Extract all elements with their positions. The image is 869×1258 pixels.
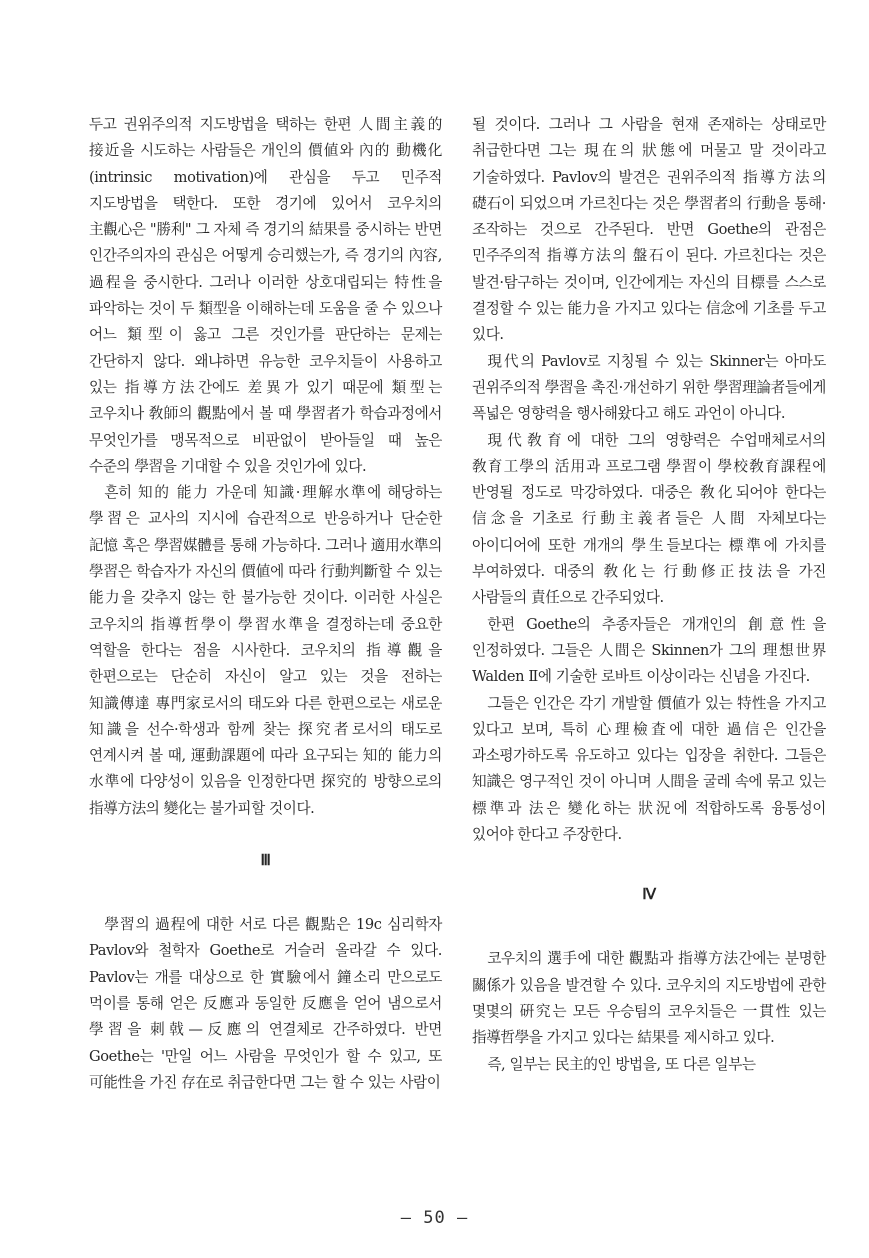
paragraph: 現代의 Pavlov로 지칭될 수 있는 Skinner는 아마도 권위주의적 學習을 촉진·개선하기 위한 學習理論者들에게 폭넓은 영향력을 행사해왔다고 해도 과언이 아니다.	[472, 352, 826, 423]
page-number: — 50 —	[400, 1208, 469, 1228]
paragraph: 現代敎育에 대한 그의 영향력은 수업매체로서의 敎育工學의 活用과 프로그램 學習이 學校敎育課程에 반영될 정도로 막강하였다. 대중은 敎化되어야 한다는 信念을 기초로 行動主義者들은 人間 자체보다는 아이디어에 또한 개개의 學生들보다는 標準에 가치를 부여하였다. 대중의 敎化는 行動修正技法을 가진 사람들의 責任으로 간주되었다.	[472, 431, 826, 607]
section-heading-3: Ⅲ	[260, 853, 271, 870]
paragraph: 그들은 인간은 각기 개발할 價値가 있는 特性을 가지고 있다고 보며, 특히 心理檢査에 대한 過信은 인간을 과소평가하도록 유도하고 있다는 입장을 취한다. 그들은 知識은 영구적인 것이 아니며 人間을 굴레 속에 묶고 있는 標準과 法은 變化하는 狀況에 적합하도록 융통성이 있어야 한다고 주장한다.	[472, 694, 826, 844]
paragraph: 두고 권위주의적 지도방법을 택하는 한편 人間主義的 接近을 시도하는 사람들은 개인의 價値와 內的 動機化(intrinsic motivation)에 관심을 두고 민주적 지도방법을 택한다. 또한 경기에 있어서 코우치의 主觀心은 "勝利" 그 자체 즉 경기의 結果를 중시하는 반면 인간주의자의 관심은 어떻게 승리했는가, 즉 경기의 內容, 過程을 중시한다. 그러나 이러한 상호대립되는 特性을 파악하는 것이 두 類型을 이해하는데 도움을 줄 수 있으나 어느 類型이 옳고 그른 것인가를 판단하는 문제는 간단하지 않다. 왜냐하면 유능한 코우치들이 사용하고 있는 指導方法간에도 差異가 있기 때문에 類型는 코우치나 敎師의 觀點에서 볼 때 學習者가 학습과정에서 무엇인가를 맹목적으로 비판없이 받아들일 때 높은 수준의 學習을 기대할 수 있을 것인가에 있다.	[89, 116, 442, 475]
paragraph: 즉, 일부는 民主的인 방법을, 또 다른 일부는	[487, 1055, 756, 1073]
paragraph: 될 것이다. 그러나 그 사람을 현재 존재하는 상태로만 취급한다면 그는 現在의 狀態에 머물고 말 것이라고 기술하였다. Pavlov의 발견은 권위주의적 指導方法의 礎石이 되었으며 가르친다는 것은 學習者의 行動을 통해·조작하는 것으로 간주된다. 반면 Goethe의 관점은 민주주의적 指導方法의 盤石이 된다. 가르친다는 것은 발견·탐구하는 것이며, 인간에게는 자신의 目標를 스스로 결정할 수 있는 能力을 가지고 있다는 信念에 기초를 두고 있다.	[472, 116, 826, 344]
paragraph: 한편 Goethe의 추종자들은 개개인의 創意性을 인정하였다. 그들은 人間은 Skinnen가 그의 理想世界 Walden Ⅱ에 기술한 로바트 이상이라는 신념을 가진다.	[472, 615, 826, 686]
paragraph: 흔히 知的 能力 가운데 知識·理解水準에 해당하는 學習은 교사의 지시에 습관적으로 반응하거나 단순한 記憶 혹은 學習媒體를 통해 가능하다. 그러나 適用水準의 學習은 학습자가 자신의 價値에 따라 行動判斷할 수 있는 能力을 갖추지 않는 한 불가능한 것이다. 이러한 사실은 코우치의 指導哲學이 學習水準을 결정하는데 중요한 역할을 한다는 점을 시사한다. 코우치의 指導觀을 한편으로는 단순히 자신이 알고 있는 것을 전하는 知識傳達 專門家로서의 태도와 다른 한편으로는 새로운 知識을 선수·학생과 함께 찾는 探究者로서의 태도로 연계시켜 볼 때, 運動課題에 따라 요구되는 知的 能力의 水準에 다양성이 있음을 인정한다면 探究的 방향으로의 指導方法의 變化는 불가피할 것이다.	[89, 484, 442, 817]
section-heading-4: Ⅳ	[642, 887, 656, 904]
right-text-column	[472, 112, 826, 1078]
left-text-column	[89, 112, 442, 1096]
paragraph: 學習의 過程에 대한 서로 다른 觀點은 19c 심리학자 Pavlov와 철학자 Goethe로 거슬러 올라갈 수 있다. Pavlov는 개를 대상으로 한 實驗에서 鐘소리 만으로도 먹이를 통해 얻은 反應과 동일한 反應을 얻어 냄으로서 學習을 刺戟—反應의 연결체로 간주하였다. 반면 Goethe는 '만일 어느 사람을 무엇인가 할 수 있고, 또 可能性을 가진 存在로 취급한다면 그는 할 수 있는 사람이	[89, 916, 442, 1091]
paragraph: 코우치의 選手에 대한 觀點과 指導方法간에는 분명한 關係가 있음을 발견할 수 있다. 코우치의 지도방법에 관한 몇몇의 硏究는 모든 우승팀의 코우치들은 一貫性 있는 指導哲學을 가지고 있다는 結果를 제시하고 있다.	[472, 950, 826, 1047]
